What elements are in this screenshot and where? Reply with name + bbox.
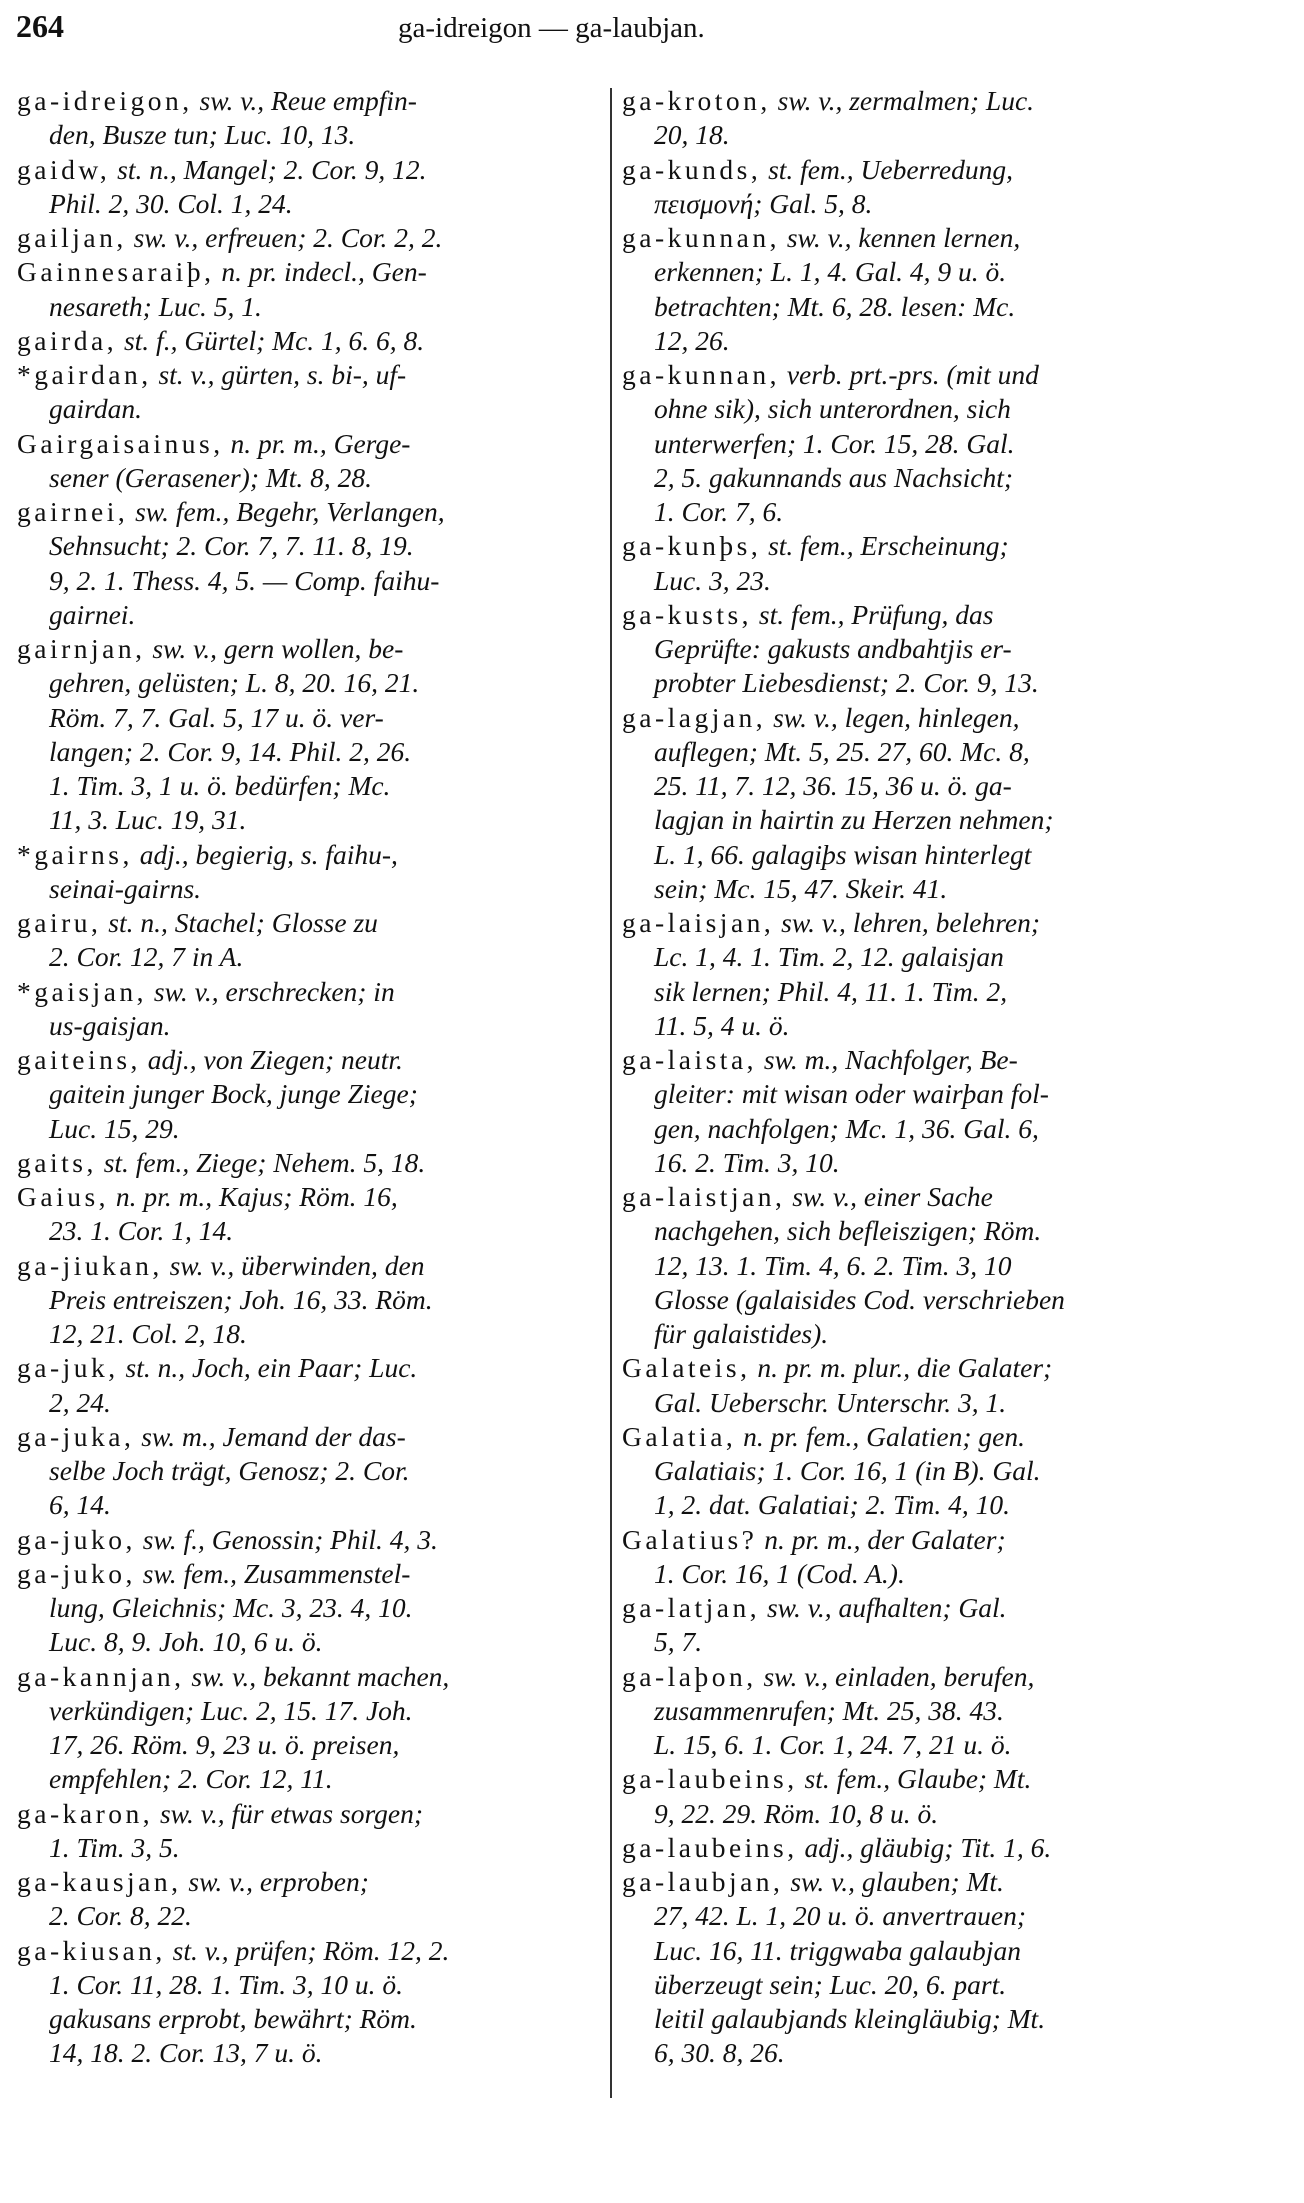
continuation-line: [17, 666, 607, 700]
continuation-line: [622, 495, 1204, 529]
entry-text: sw. v., gern wollen, be-: [145, 633, 404, 664]
continuation-line: [17, 1625, 607, 1659]
entry-text: Gal. Ueberschr. Unterschr. 3, 1.: [654, 1386, 1007, 1418]
entry-text: us-gaisjan.: [49, 1009, 171, 1041]
entry-text: 6, 14.: [49, 1489, 111, 1521]
entry-line: [622, 598, 1204, 632]
continuation-line: [622, 1557, 1204, 1591]
entry-text: Luc. 15, 29.: [49, 1112, 180, 1144]
entry-text: L. 15, 6. 1. Cor. 1, 24. 7, 21 u. ö.: [654, 1729, 1012, 1760]
continuation-line: [622, 1488, 1204, 1522]
entry-line: [622, 358, 1204, 392]
entry-text: gehren, gelüsten; L. 8, 20. 16, 21.: [49, 667, 420, 699]
entry-line: [17, 1797, 607, 1831]
continuation-line: [622, 427, 1204, 461]
continuation-line: [622, 187, 1204, 221]
entry-line: [622, 1762, 1204, 1796]
entry-text: n. pr. indecl., Gen-: [214, 256, 427, 288]
entry-text: 6, 30. 8, 26.: [654, 2037, 785, 2069]
continuation-line: [17, 118, 607, 152]
entry-line: [17, 1557, 607, 1591]
entry-line: [622, 1831, 1204, 1865]
continuation-line: [17, 1283, 607, 1317]
headword: ga-lagjan,: [622, 701, 767, 733]
continuation-line: [622, 1146, 1204, 1180]
entry-text: 17, 26. Röm. 9, 23 u. ö. preisen,: [49, 1729, 400, 1760]
continuation-line: [622, 803, 1204, 837]
headword: Galatia,: [622, 1420, 737, 1452]
entry-text: 9, 2. 1. Thess. 4, 5. — Comp. faihu-: [49, 564, 440, 596]
entry-line: [622, 1351, 1204, 1385]
entry-text: Phil. 2, 30. Col. 1, 24.: [49, 187, 293, 219]
entry-text: st. fem., Erscheinung;: [761, 530, 1009, 562]
entry-line: [622, 153, 1204, 187]
continuation-line: [622, 1317, 1204, 1351]
continuation-line: [622, 392, 1204, 426]
entry-line: [17, 1146, 607, 1180]
entry-text: gen, nachfolgen; Mc. 1, 36. Gal. 6,: [654, 1112, 1039, 1144]
entry-text: Luc. 8, 9. Joh. 10, 6 u. ö.: [49, 1626, 323, 1658]
headword: gairda,: [17, 324, 118, 356]
entry-line: [622, 1180, 1204, 1214]
entry-text: 1. Tim. 3, 1 u. ö. bedürfen; Mc.: [49, 770, 391, 801]
headword: ga-latjan,: [622, 1592, 761, 1623]
continuation-line: [622, 2002, 1204, 2036]
entry-line: [622, 701, 1204, 735]
entry-text: sik lernen; Phil. 4, 11. 1. Tim. 2,: [654, 975, 1008, 1007]
continuation-line: [17, 1728, 607, 1762]
headword: ga-kunds,: [622, 153, 762, 185]
entry-line: [622, 1523, 1204, 1557]
entry-text: 2. Cor. 12, 7 in A.: [49, 941, 244, 973]
headword: ga-laubjan,: [622, 1866, 784, 1897]
entry-line: [17, 1180, 607, 1214]
headword: ga-jiukan,: [17, 1249, 163, 1281]
entry-text: betrachten; Mt. 6, 28. lesen: Mc.: [654, 290, 1016, 322]
headword: ga-laistjan,: [622, 1181, 786, 1212]
entry-text: 14, 18. 2. Cor. 13, 7 u. ö.: [49, 2037, 323, 2069]
continuation-line: [622, 461, 1204, 495]
continuation-line: [17, 290, 607, 324]
headword: *gaisjan,: [17, 975, 148, 1007]
headword: ga-kusts,: [622, 598, 753, 630]
continuation-line: [622, 564, 1204, 598]
continuation-line: [622, 975, 1204, 1009]
entry-line: [17, 1351, 607, 1385]
entry-text: Geprüfte: gakusts andbahtjis er-: [654, 633, 1012, 664]
entry-text: sw. v., erfreuen; 2. Cor. 2, 2.: [126, 222, 443, 253]
entry-text: sw. v., einer Sache: [785, 1181, 993, 1212]
entry-text: verb. prt.-prs. (mit und: [779, 359, 1039, 390]
entry-text: 12, 26.: [654, 324, 730, 356]
continuation-line: [17, 1831, 607, 1865]
entry-text: selbe Joch trägt, Genosz; 2. Cor.: [49, 1455, 410, 1486]
entry-text: 5, 7.: [654, 1626, 703, 1658]
entry-text: n. pr. m., Gerge-: [223, 427, 411, 459]
continuation-line: [622, 1077, 1204, 1111]
headword: ga-laista,: [622, 1044, 758, 1075]
right-column: [622, 84, 1204, 2071]
entry-text: ohne sik), sich unterordnen, sich: [654, 393, 1011, 425]
headword: ga-laubeins,: [622, 1763, 798, 1795]
entry-text: st. fem., Glaube; Mt.: [797, 1763, 1032, 1795]
entry-text: Luc. 3, 23.: [654, 564, 771, 596]
continuation-line: [622, 666, 1204, 700]
entry-line: [622, 1043, 1204, 1077]
continuation-line: [17, 940, 607, 974]
entry-text: n. pr. m. plur., die Galater;: [750, 1352, 1053, 1384]
continuation-line: [622, 290, 1204, 324]
entry-text: sw. v., legen, hinlegen,: [766, 701, 1020, 733]
entry-text: 27, 42. L. 1, 20 u. ö. anvertrauen;: [654, 1900, 1026, 1932]
entry-text: adj., begierig, s. faihu-,: [132, 838, 398, 870]
entry-text: gaitein junger Bock, junge Ziege;: [49, 1078, 418, 1110]
headword: gairnjan,: [17, 633, 146, 664]
continuation-line: [17, 1386, 607, 1420]
entry-text: st. v., prüfen; Röm. 12, 2.: [165, 1934, 450, 1966]
entry-text: st. fem., Ziege; Nehem. 5, 18.: [96, 1146, 426, 1178]
entry-text: L. 1, 66. galagiþs wisan hinterlegt: [654, 838, 1032, 870]
entry-line: [622, 1591, 1204, 1625]
entry-text: st. fem., Prüfung, das: [752, 598, 994, 630]
continuation-line: [622, 872, 1204, 906]
entry-text: 11. 5, 4 u. ö.: [654, 1009, 790, 1041]
entry-text: probter Liebesdienst; 2. Cor. 9, 13.: [654, 667, 1039, 699]
left-column: [17, 84, 607, 2071]
entry-text: 20, 18.: [654, 119, 730, 151]
entry-text: Galatiais; 1. Cor. 16, 1 (in B). Gal.: [654, 1455, 1041, 1486]
entry-text: sw. fem., Zusammenstel-: [135, 1557, 411, 1589]
entry-text: empfehlen; 2. Cor. 12, 11.: [49, 1763, 333, 1795]
entry-text: für galaistides).: [654, 1318, 829, 1349]
continuation-line: [17, 1694, 607, 1728]
entry-text: sw. v., glauben; Mt.: [783, 1866, 1004, 1897]
entry-text: 11, 3. Luc. 19, 31.: [49, 804, 247, 836]
entry-text: gakusans erprobt, bewährt; Röm.: [49, 2003, 417, 2034]
continuation-line: [622, 1728, 1204, 1762]
continuation-line: [17, 1454, 607, 1488]
entry-text: lung, Gleichnis; Mc. 3, 23. 4, 10.: [49, 1592, 413, 1623]
entry-text: adj., gläubig; Tit. 1, 6.: [797, 1831, 1052, 1863]
entry-text: sw. m., Nachfolger, Be-: [757, 1044, 1018, 1075]
entry-line: [17, 153, 607, 187]
entry-text: sw. v., überwinden, den: [162, 1249, 425, 1281]
continuation-line: [622, 1968, 1204, 2002]
entry-text: langen; 2. Cor. 9, 14. Phil. 2, 26.: [49, 735, 412, 767]
headword: Gainnesaraiþ,: [17, 256, 215, 288]
headword: gairnei,: [17, 496, 129, 527]
headword: ga-kiusan,: [17, 1934, 166, 1966]
continuation-line: [17, 1899, 607, 1933]
entry-text: 2, 24.: [49, 1386, 111, 1418]
entry-text: sw. v., bekannt machen,: [184, 1660, 450, 1692]
entry-text: auflegen; Mt. 5, 25. 27, 60. Mc. 8,: [654, 735, 1030, 767]
entry-text: st. n., Mangel; 2. Cor. 9, 12.: [110, 153, 427, 185]
continuation-line: [622, 1009, 1204, 1043]
entry-line: [17, 1420, 607, 1454]
headword: ga-juka,: [17, 1420, 135, 1452]
entry-text: sw. m., Jemand der das-: [134, 1420, 406, 1452]
headword: ga-karon,: [17, 1797, 154, 1829]
entry-line: [17, 1523, 607, 1557]
headword: Galateis,: [622, 1352, 751, 1384]
entry-text: sener (Gerasener); Mt. 8, 28.: [49, 461, 373, 493]
headword: ga-idreigon,: [17, 85, 193, 116]
headword: gairu,: [17, 907, 102, 938]
continuation-line: [622, 1797, 1204, 1831]
continuation-line: [17, 392, 607, 426]
entry-text: Röm. 7, 7. Gal. 5, 17 u. ö. ver-: [49, 701, 384, 733]
continuation-line: [17, 1214, 607, 1248]
entry-text: sw. v., erproben;: [181, 1866, 369, 1897]
entry-text: adj., von Ziegen; neutr.: [140, 1044, 403, 1075]
entry-line: [17, 255, 607, 289]
entry-text: sw. f., Genossin; Phil. 4, 3.: [135, 1523, 438, 1555]
entry-text: Glosse (galaisides Cod. verschrieben: [654, 1283, 1065, 1315]
entry-text: 1. Cor. 11, 28. 1. Tim. 3, 10 u. ö.: [49, 1968, 403, 2000]
entry-text: 1. Tim. 3, 5.: [49, 1831, 180, 1863]
entry-text: unterwerfen; 1. Cor. 15, 28. Gal.: [654, 427, 1015, 459]
continuation-line: [17, 598, 607, 632]
running-title: ga-idreigon — ga-laubjan.: [398, 12, 705, 44]
headword: Galatius?: [622, 1523, 758, 1555]
entry-text: 2. Cor. 8, 22.: [49, 1900, 192, 1932]
continuation-line: [17, 735, 607, 769]
entry-line: [17, 358, 607, 392]
continuation-line: [17, 2036, 607, 2070]
continuation-line: [622, 118, 1204, 152]
continuation-line: [622, 632, 1204, 666]
headword: gailjan,: [17, 222, 127, 253]
entry-text: sw. v., einladen, berufen,: [756, 1660, 1035, 1692]
entry-line: [622, 529, 1204, 563]
entry-text: n. pr. fem., Galatien; gen.: [736, 1420, 1025, 1452]
entry-text: st. fem., Ueberredung,: [761, 153, 1013, 185]
entry-text: 12, 21. Col. 2, 18.: [49, 1318, 247, 1349]
entry-text: leitil galaubjands kleingläubig; Mt.: [654, 2003, 1046, 2034]
headword: ga-kunþs,: [622, 530, 762, 562]
entry-text: verkündigen; Luc. 2, 15. 17. Joh.: [49, 1694, 413, 1726]
continuation-line: [622, 1454, 1204, 1488]
continuation-line: [17, 803, 607, 837]
continuation-line: [622, 1283, 1204, 1317]
continuation-line: [17, 2002, 607, 2036]
entry-text: erkennen; L. 1, 4. Gal. 4, 9 u. ö.: [654, 256, 1007, 288]
entry-line: [17, 975, 607, 1009]
entry-line: [17, 906, 607, 940]
entry-line: [17, 324, 607, 358]
entry-text: sw. v., Reue empfin-: [192, 85, 417, 116]
continuation-line: [622, 2036, 1204, 2070]
headword: ga-juko,: [17, 1523, 136, 1555]
page-number: 264: [16, 8, 64, 44]
continuation-line: [622, 838, 1204, 872]
entry-text: 23. 1. Cor. 1, 14.: [49, 1215, 234, 1247]
entry-line: [622, 84, 1204, 118]
headword: ga-kannjan,: [17, 1660, 185, 1692]
headword: ga-juk,: [17, 1352, 119, 1384]
headword: ga-laþon,: [622, 1660, 757, 1692]
entry-line: [17, 427, 607, 461]
entry-text: Lc. 1, 4. 1. Tim. 2, 12. galaisjan: [654, 941, 1004, 973]
entry-text: st. v., gürten, s. bi-, uf-: [151, 359, 407, 390]
continuation-line: [622, 1934, 1204, 1968]
entry-text: nachgehen, sich befleiszigen; Röm.: [654, 1215, 1042, 1247]
entry-text: 25. 11, 7. 12, 36. 15, 36 u. ö. ga-: [654, 770, 1012, 801]
continuation-line: [622, 1625, 1204, 1659]
headword: ga-kausjan,: [17, 1866, 182, 1897]
continuation-line: [17, 1009, 607, 1043]
entry-text: 16. 2. Tim. 3, 10.: [654, 1146, 840, 1178]
headword: ga-laubeins,: [622, 1831, 798, 1863]
entry-text: n. pr. m., der Galater;: [757, 1523, 1006, 1555]
entry-text: Preis entreiszen; Joh. 16, 33. Röm.: [49, 1283, 433, 1315]
continuation-line: [17, 461, 607, 495]
entry-text: sw. v., lehren, belehren;: [774, 907, 1041, 938]
continuation-line: [17, 1488, 607, 1522]
entry-text: gairnei.: [49, 598, 136, 630]
entry-line: [622, 1865, 1204, 1899]
continuation-line: [622, 1386, 1204, 1420]
headword: Gairgaisainus,: [17, 427, 224, 459]
entry-text: Luc. 16, 11. triggwaba galaubjan: [654, 1934, 1021, 1966]
entry-text: 1. Cor. 16, 1 (Cod. A.).: [654, 1557, 905, 1589]
entry-line: [622, 221, 1204, 255]
continuation-line: [17, 1591, 607, 1625]
continuation-line: [17, 701, 607, 735]
continuation-line: [17, 1968, 607, 2002]
entry-text: sw. v., für etwas sorgen;: [153, 1797, 424, 1829]
entry-text: st. n., Stachel; Glosse zu: [101, 907, 378, 938]
entry-text: st. n., Joch, ein Paar; Luc.: [118, 1352, 418, 1384]
continuation-line: [622, 769, 1204, 803]
headword: Gaius,: [17, 1181, 110, 1212]
headword: ga-laisjan,: [622, 907, 775, 938]
continuation-line: [17, 529, 607, 563]
entry-line: [17, 1865, 607, 1899]
continuation-line: [622, 940, 1204, 974]
continuation-line: [622, 1112, 1204, 1146]
entry-text: sw. v., erschrecken; in: [147, 975, 395, 1007]
entry-line: [17, 495, 607, 529]
continuation-line: [622, 324, 1204, 358]
entry-text: sw. v., kennen lernen,: [779, 222, 1021, 253]
continuation-line: [622, 735, 1204, 769]
entry-text: st. f., Gürtel; Mc. 1, 6. 6, 8.: [117, 324, 425, 356]
headword: gaiteins,: [17, 1044, 141, 1075]
entry-text: gleiter: mit wisan oder wairþan fol-: [654, 1078, 1049, 1110]
headword: gaidw,: [17, 153, 111, 185]
headword: *gairns,: [17, 838, 133, 870]
continuation-line: [622, 1214, 1204, 1248]
entry-line: [17, 1660, 607, 1694]
entry-text: lagjan in hairtin zu Herzen nehmen;: [654, 804, 1054, 836]
entry-text: überzeugt sein; Luc. 20, 6. part.: [654, 1968, 1007, 2000]
continuation-line: [17, 1112, 607, 1146]
headword: gaits,: [17, 1146, 97, 1178]
entry-text: sein; Mc. 15, 47. Skeir. 41.: [654, 872, 948, 904]
entry-text: Sehnsucht; 2. Cor. 7, 7. 11. 8, 19.: [49, 530, 414, 562]
entry-line: [17, 838, 607, 872]
entry-text: 2, 5. gakunnands aus Nachsicht;: [654, 461, 1014, 493]
entry-line: [622, 1660, 1204, 1694]
entry-text: seinai-gairns.: [49, 872, 202, 904]
entry-text: πεισμονή; Gal. 5, 8.: [654, 187, 873, 219]
continuation-line: [17, 769, 607, 803]
entry-text: nesareth; Luc. 5, 1.: [49, 290, 262, 322]
entry-text: sw. v., zermalmen; Luc.: [770, 85, 1035, 116]
entry-text: zusammenrufen; Mt. 25, 38. 43.: [654, 1694, 1004, 1726]
headword: ga-kroton,: [622, 85, 771, 116]
entry-text: 1, 2. dat. Galatiai; 2. Tim. 4, 10.: [654, 1489, 1010, 1521]
continuation-line: [17, 187, 607, 221]
entry-text: sw. v., aufhalten; Gal.: [760, 1592, 1007, 1623]
continuation-line: [17, 1762, 607, 1796]
entry-line: [17, 221, 607, 255]
headword: ga-kunnan,: [622, 359, 780, 390]
entry-text: den, Busze tun; Luc. 10, 13.: [49, 119, 356, 151]
entry-text: 12, 13. 1. Tim. 4, 6. 2. Tim. 3, 10: [654, 1249, 1012, 1281]
continuation-line: [17, 564, 607, 598]
continuation-line: [17, 872, 607, 906]
headword: *gairdan,: [17, 359, 152, 390]
entry-text: n. pr. m., Kajus; Röm. 16,: [109, 1181, 398, 1212]
entry-line: [17, 632, 607, 666]
entry-line: [17, 1043, 607, 1077]
continuation-line: [622, 1899, 1204, 1933]
entry-text: gairdan.: [49, 393, 142, 425]
continuation-line: [622, 1694, 1204, 1728]
column-divider: [610, 88, 612, 2098]
entry-line: [17, 84, 607, 118]
continuation-line: [622, 255, 1204, 289]
entry-line: [17, 1249, 607, 1283]
entry-text: 9, 22. 29. Röm. 10, 8 u. ö.: [654, 1797, 939, 1829]
entry-line: [622, 906, 1204, 940]
entry-text: sw. fem., Begehr, Verlangen,: [128, 496, 445, 527]
continuation-line: [17, 1077, 607, 1111]
headword: ga-kunnan,: [622, 222, 780, 253]
entry-line: [622, 1420, 1204, 1454]
entry-text: 1. Cor. 7, 6.: [654, 496, 784, 527]
headword: ga-juko,: [17, 1557, 136, 1589]
continuation-line: [622, 1249, 1204, 1283]
entry-line: [17, 1934, 607, 1968]
continuation-line: [17, 1317, 607, 1351]
